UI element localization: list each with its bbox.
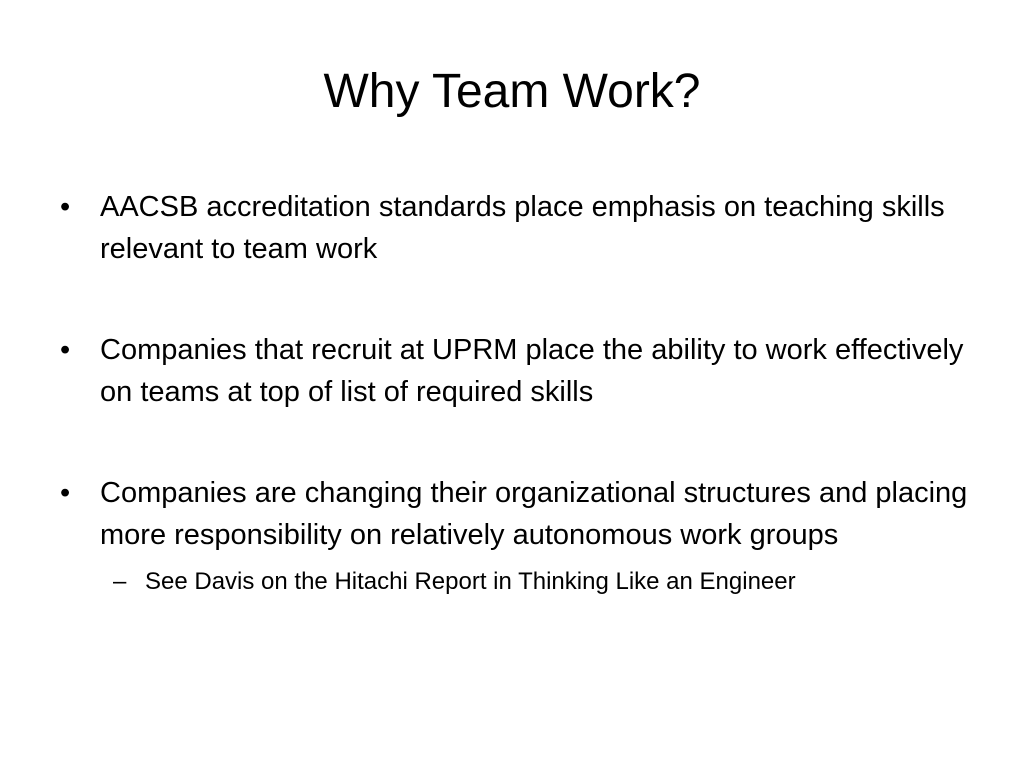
bullet-item [60, 186, 980, 270]
bullet-text: Companies are changing their organizational structures and placing more responsibility on relatively autonomous work groups [100, 477, 968, 551]
slide-title: Why Team Work? [323, 65, 701, 118]
sub-bullet-marker: – [113, 568, 127, 595]
bullet-item [60, 472, 980, 599]
bullet-marker: • [60, 191, 71, 223]
bullet-item [60, 329, 980, 413]
sub-bullet-text: See Davis on the Hitachi Report in Thinking Like an Engineer [145, 568, 796, 595]
bullet-text: Companies that recruit at UPRM place the ability to work effectively on teams at top of list of required skills [100, 334, 964, 408]
sub-bullet-item [100, 564, 980, 599]
bullet-marker: • [60, 477, 71, 509]
sub-bullet-list [100, 564, 980, 599]
bullet-text: AACSB accreditation standards place emphasis on teaching skills relevant to team work [100, 191, 945, 265]
bullet-marker: • [60, 334, 71, 366]
bullet-list [60, 186, 980, 599]
